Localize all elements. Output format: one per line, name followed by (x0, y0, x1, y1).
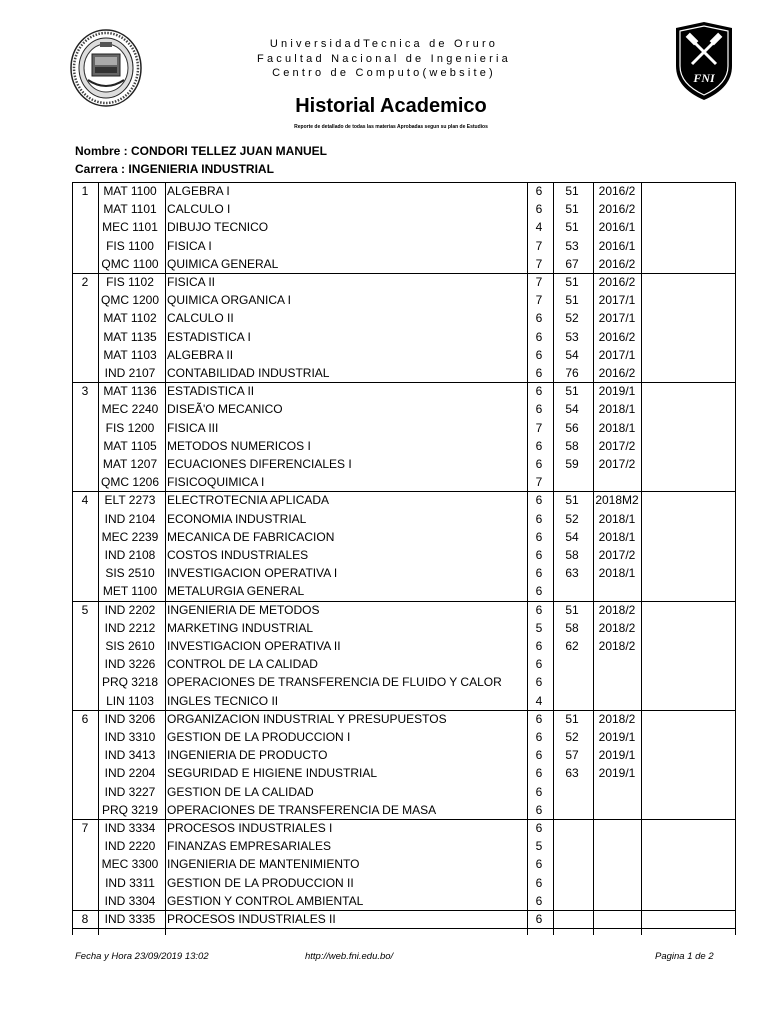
university-name: UniversidadTecnica de Oruro (269, 38, 499, 50)
column-divider (641, 182, 642, 935)
course-code: IND 3311 (105, 875, 155, 890)
course-credits: 6 (535, 821, 543, 835)
course-period: 2019/1 (598, 766, 636, 781)
course-code: MAT 1105 (103, 438, 157, 453)
course-name: DIBUJO TECNICO (167, 220, 269, 235)
course-code: IND 2107 (104, 366, 156, 380)
course-period: 2017/1 (598, 311, 636, 326)
course-code: ELT 2273 (104, 493, 156, 508)
course-code: IND 2202 (104, 602, 156, 617)
course-grade: 51 (565, 711, 579, 726)
course-grade: 62 (565, 639, 579, 653)
course-code: QMC 1200 (100, 293, 160, 308)
course-name: INVESTIGACION OPERATIVA II (167, 639, 341, 653)
page-title: Historial Academico (295, 95, 487, 117)
course-grade: 51 (565, 293, 579, 308)
course-credits: 6 (535, 657, 543, 672)
course-credits: 4 (535, 693, 543, 708)
course-credits: 6 (535, 329, 543, 344)
course-name: FISICA I (167, 238, 212, 253)
course-name: COSTOS INDUSTRIALES (167, 548, 309, 562)
course-grade: 52 (565, 730, 579, 744)
course-name: METALURGIA GENERAL (167, 584, 305, 599)
course-grade: 51 (565, 275, 579, 289)
footer-datetime: Fecha y Hora 23/09/2019 13:02 (75, 951, 209, 962)
course-credits: 6 (535, 766, 543, 781)
course-grade: 52 (565, 311, 579, 326)
course-name: CALCULO I (167, 202, 231, 217)
course-period: 2017/2 (598, 548, 636, 562)
course-credits: 7 (535, 256, 543, 271)
course-grade: 51 (565, 220, 579, 235)
course-period: 2016/2 (598, 184, 636, 198)
course-code: IND 3335 (104, 912, 156, 926)
course-grade: 76 (565, 366, 579, 380)
semester-divider (72, 928, 735, 929)
course-period: 2017/1 (598, 293, 636, 308)
course-period: 2018M2 (595, 493, 639, 508)
course-credits: 5 (535, 839, 543, 854)
course-name: FISICA III (167, 420, 219, 435)
course-credits: 4 (535, 220, 543, 235)
course-code: IND 3413 (104, 748, 156, 763)
course-grade: 54 (565, 347, 579, 362)
semester-number: 3 (81, 384, 89, 399)
course-name: FINANZAS EMPRESARIALES (167, 839, 332, 854)
course-code: QMC 1100 (101, 256, 159, 271)
course-name: GESTION DE LA CALIDAD (167, 784, 314, 799)
course-code: LIN 1103 (106, 693, 154, 708)
course-code: MEC 2239 (101, 529, 159, 544)
page-subtitle: Reporte de detallado de todas las materias Aprobadas segun su plan de Estudios (294, 124, 488, 130)
course-name: PROCESOS INDUSTRIALES II (167, 912, 336, 926)
course-grade: 58 (565, 548, 579, 562)
column-divider (98, 182, 99, 935)
course-grade: 53 (565, 329, 579, 344)
course-period: 2019/1 (598, 748, 636, 763)
course-name: GESTION Y CONTROL AMBIENTAL (167, 893, 364, 908)
course-code: IND 2220 (104, 839, 156, 854)
course-code: IND 3226 (104, 657, 156, 672)
course-credits: 6 (535, 347, 543, 362)
course-grade: 63 (565, 766, 579, 781)
course-credits: 6 (535, 202, 543, 217)
course-name: ALGEBRA II (167, 347, 234, 362)
course-credits: 6 (535, 893, 543, 908)
course-name: INGENIERIA DE METODOS (167, 602, 320, 617)
course-credits: 6 (535, 748, 543, 763)
course-name: INGENIERIA DE PRODUCTO (167, 748, 328, 763)
course-name: CONTABILIDAD INDUSTRIAL (167, 366, 330, 380)
course-period: 2017/1 (598, 347, 636, 362)
course-period: 2016/2 (598, 329, 636, 344)
course-grade: 54 (565, 529, 579, 544)
course-name: ESTADISTICA II (167, 384, 255, 399)
column-divider (72, 182, 73, 935)
column-divider (735, 182, 736, 935)
course-grade: 57 (565, 748, 579, 763)
course-credits: 6 (535, 402, 543, 417)
course-period: 2016/1 (598, 238, 636, 253)
course-period: 2016/2 (598, 275, 636, 289)
course-code: IND 2204 (104, 766, 156, 781)
course-period: 2018/2 (598, 639, 636, 653)
course-code: MAT 1136 (103, 384, 157, 399)
course-grade: 63 (565, 566, 579, 581)
course-name: ELECTROTECNIA APLICADA (167, 493, 330, 508)
course-code: MEC 1101 (102, 220, 158, 235)
course-credits: 6 (535, 511, 543, 526)
course-credits: 7 (535, 238, 543, 253)
course-grade: 51 (565, 202, 579, 217)
semester-number: 8 (81, 912, 89, 926)
course-name: METODOS NUMERICOS I (167, 438, 311, 453)
column-divider (553, 182, 554, 935)
course-name: DISEÃ'O MECANICO (167, 402, 283, 417)
course-period: 2017/2 (598, 457, 636, 471)
faculty-name: Facultad Nacional de Ingenieria (257, 53, 511, 65)
course-credits: 6 (535, 730, 543, 744)
course-grade: 58 (565, 438, 579, 453)
course-period: 2018/2 (598, 711, 636, 726)
course-credits: 6 (535, 802, 543, 817)
course-credits: 7 (535, 475, 543, 490)
course-credits: 6 (535, 784, 543, 799)
course-code: MAT 1103 (103, 347, 157, 362)
course-credits: 6 (535, 566, 543, 581)
course-name: CONTROL DE LA CALIDAD (167, 657, 318, 672)
course-grade: 56 (565, 420, 579, 435)
course-credits: 7 (535, 420, 543, 435)
course-code: IND 3206 (104, 711, 156, 726)
course-grade: 67 (565, 256, 579, 271)
course-period: 2019/1 (598, 384, 636, 399)
course-name: ALGEBRA I (167, 184, 230, 198)
course-period: 2017/2 (598, 438, 636, 453)
course-code: PRQ 3219 (101, 802, 159, 817)
course-credits: 6 (535, 711, 543, 726)
course-grade: 51 (565, 384, 579, 399)
course-code: MAT 1102 (103, 311, 157, 326)
course-grade: 54 (565, 402, 579, 417)
course-code: IND 3304 (104, 893, 156, 908)
course-code: MAT 1207 (102, 457, 158, 471)
course-credits: 6 (535, 602, 543, 617)
fni-shield-logo (672, 20, 736, 102)
column-divider (593, 182, 594, 935)
column-divider (165, 182, 166, 935)
course-credits: 6 (535, 529, 543, 544)
course-code: IND 3227 (104, 784, 156, 799)
student-career: Carrera : INGENIERIA INDUSTRIAL (75, 162, 274, 176)
course-credits: 6 (535, 311, 543, 326)
semester-number: 5 (81, 602, 89, 617)
semester-number: 1 (81, 184, 89, 198)
course-code: SIS 2610 (105, 639, 155, 653)
semester-number: 2 (81, 275, 89, 289)
footer-page-number: Pagina 1 de 2 (655, 951, 714, 962)
course-code: IND 2104 (104, 511, 156, 526)
course-period: 2016/2 (598, 366, 636, 380)
course-credits: 6 (535, 438, 543, 453)
course-name: OPERACIONES DE TRANSFERENCIA DE MASA (167, 802, 437, 817)
course-name: CALCULO II (167, 311, 234, 326)
course-name: QUIMICA GENERAL (167, 256, 279, 271)
academic-record-table (72, 182, 735, 935)
course-code: FIS 1102 (106, 275, 154, 289)
course-code: PRQ 3218 (101, 675, 159, 690)
course-name: INGLES TECNICO II (167, 693, 279, 708)
course-period: 2018/1 (598, 511, 636, 526)
course-name: PROCESOS INDUSTRIALES I (167, 821, 333, 835)
course-credits: 5 (535, 620, 543, 635)
course-period: 2018/1 (598, 420, 636, 435)
course-credits: 6 (535, 493, 543, 508)
course-credits: 6 (535, 857, 543, 872)
course-grade: 51 (565, 602, 579, 617)
course-credits: 6 (535, 912, 543, 926)
course-credits: 6 (535, 457, 543, 471)
course-grade: 58 (565, 620, 579, 635)
course-name: SEGURIDAD E HIGIENE INDUSTRIAL (167, 766, 378, 781)
course-period: 2018/2 (598, 620, 636, 635)
course-code: IND 2108 (104, 548, 156, 562)
course-name: GESTION DE LA PRODUCCION I (167, 730, 351, 744)
course-name: MARKETING INDUSTRIAL (167, 620, 314, 635)
footer-url[interactable]: http://web.fni.edu.bo/ (305, 951, 394, 962)
course-credits: 6 (535, 184, 543, 198)
course-grade: 51 (565, 184, 579, 198)
course-code: MEC 3300 (101, 857, 159, 872)
course-code: QMC 1206 (100, 475, 160, 490)
semester-number: 4 (81, 493, 89, 508)
course-grade: 53 (565, 238, 579, 253)
course-credits: 6 (535, 875, 543, 890)
course-name: OPERACIONES DE TRANSFERENCIA DE FLUIDO Y CALOR (167, 675, 502, 690)
course-period: 2018/1 (598, 402, 636, 417)
course-credits: 6 (535, 548, 543, 562)
course-period: 2018/1 (598, 566, 636, 581)
course-credits: 6 (535, 675, 543, 690)
course-name: ECUACIONES DIFERENCIALES I (167, 457, 352, 471)
course-period: 2016/2 (598, 256, 636, 271)
semester-number: 6 (81, 711, 89, 726)
course-credits: 6 (535, 384, 543, 399)
course-name: INVESTIGACION OPERATIVA I (167, 566, 338, 581)
course-grade: 51 (565, 493, 579, 508)
fni-logo-text: FNI (693, 71, 715, 85)
course-name: ESTADISTICA I (167, 329, 251, 344)
course-name: ORGANIZACION INDUSTRIAL Y PRESUPUESTOS (167, 711, 447, 726)
course-code: FIS 1200 (105, 420, 155, 435)
course-code: IND 2212 (104, 620, 156, 635)
course-name: ECONOMIA INDUSTRIAL (167, 511, 307, 526)
course-period: 2018/2 (598, 602, 636, 617)
course-code: SIS 2510 (105, 566, 155, 581)
course-period: 2016/1 (598, 220, 636, 235)
course-name: INGENIERIA DE MANTENIMIENTO (167, 857, 360, 872)
semester-number: 7 (81, 821, 89, 835)
course-credits: 7 (535, 293, 543, 308)
course-code: IND 3334 (104, 821, 156, 835)
course-name: GESTION DE LA PRODUCCION II (167, 875, 354, 890)
course-period: 2016/2 (598, 202, 636, 217)
course-code: MEC 2240 (101, 402, 159, 417)
course-name: QUIMICA ORGANICA I (167, 293, 292, 308)
course-credits: 6 (535, 366, 543, 380)
course-name: FISICOQUIMICA I (167, 475, 265, 490)
course-credits: 7 (535, 275, 543, 289)
course-name: MECANICA DE FABRICACION (167, 529, 335, 544)
course-code: MAT 1101 (103, 202, 157, 217)
course-code: IND 3310 (104, 730, 156, 744)
course-grade: 52 (565, 511, 579, 526)
course-code: MAT 1100 (103, 184, 157, 198)
course-credits: 6 (535, 639, 543, 653)
computing-center-name: Centro de Computo(website) (272, 67, 496, 79)
course-code: MET 1100 (102, 584, 158, 599)
column-divider (527, 182, 528, 935)
course-credits: 6 (535, 584, 543, 599)
course-name: FISICA II (167, 275, 216, 289)
course-period: 2018/1 (598, 529, 636, 544)
student-name: Nombre : CONDORI TELLEZ JUAN MANUEL (75, 144, 327, 158)
course-grade: 59 (565, 457, 579, 471)
course-code: FIS 1100 (106, 238, 154, 253)
course-code: MAT 1135 (103, 329, 157, 344)
course-period: 2019/1 (598, 730, 636, 744)
